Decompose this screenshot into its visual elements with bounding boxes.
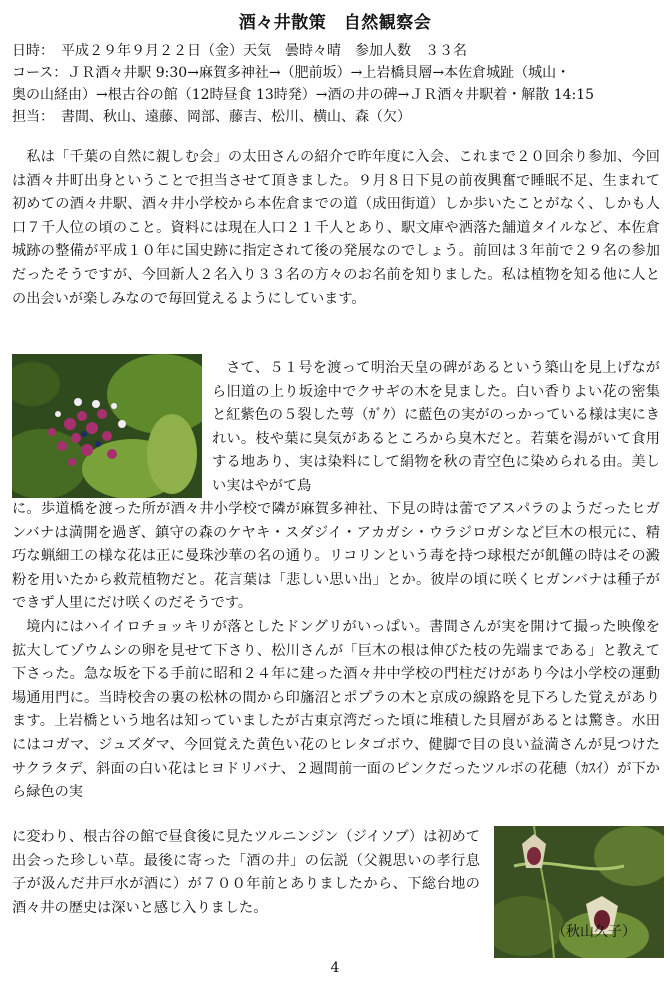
paragraph-2-part-1: さて、５１号を渡って明治天皇の碑があるという築山を見上げながら旧道の上り坂途中でクサギの木を見ました。白い香りよい花の密集と紅紫色の５裂した萼（ｶﾞｸ）に藍色の実がのっかっている様は実にきれい。枝や葉に臭気があるところから臭木だと。若葉を湯がいて食用する地あり、実は染料にして絹物を秋の青空色に染められる由。美しい実はやがて鳥 [212, 360, 660, 494]
paragraph-3-part-2: に変わり、根古谷の館で昼食後に見たツルニンジン（ジイソブ）は初めて出会った珍しい草。最後に寄った「酒の井」の伝説（父親思いの孝行息子が汲んだ井戸水が酒に）が７００年前とありましたから、下総台地の酒々井の歴史は深いと感じ入りました。 [12, 829, 480, 916]
course-line-2: 奥の山経由）→根古谷の館（12時昼食 13時発）→酒の井の碑→ＪＲ酒々井駅着・解散 14:15 [12, 87, 595, 103]
paragraph-3-wrap-block [12, 826, 480, 920]
course-line-1: コース：ＪＲ酒々井駅 9:30→麻賀多神社→（肥前坂）→上岩橋貝層→本佐倉城趾（城山・ [12, 65, 571, 81]
paragraph-1: 私は「千葉の自然に親しむ会」の太田さんの紹介で昨年度に入会、これまで２０回余り参加、今回は酒々井町出身ということで担当させて頂きました。９月８日下見の前夜興奮で睡眠不足、生まれて初めての酒々井駅、酒々井小学校から本佐倉までの道（成田街道）しか歩いたことがなく、しかも人口７千人位の頃のこと。資料には現在人口２１千人とあり、駅文庫や洒落た舗道タイルなど、本佐倉城跡の整備が平成１０年に国史跡に指定されて後の発展なのでしょう。前回は３年前で２９名の参加だったそうですが、今回新人２名入り３３名の方々のお名前を知りました。私は植物を知る他に人との出会いが楽しみなので毎回覚えるようにしています。 [12, 149, 660, 307]
paragraph-2-3-block [12, 498, 660, 805]
kusagi-photo-svg [12, 354, 202, 498]
staff-line: 担当： 書間、秋山、遠藤、岡部、藤吉、松川、横山、森（欠） [12, 109, 411, 125]
paragraph-2-wrap-block [212, 357, 660, 499]
paragraph-1-block [12, 146, 660, 311]
date-line: 日時： 平成２９年９月２２日（金）天気 曇時々晴 参加人数 ３３名 [12, 43, 467, 59]
page-number: 4 [330, 960, 340, 976]
paragraph-3-part-1: 境内にはハイイロチョッキリが落としたドングリがいっぱい。書間さんが実を開けて撮った映像を拡大してゾウムシの卵を見せて下さり、松川さんが「巨木の根は伸びた枝の先端まである」と教えて下さった。急な坂を下る手前に昭和２４年に建った酒々井中学校の門柱だけがあり今は小学校の運動場通用門に。当時校舎の裏の松林の間から印旛沼とポプラの木と京成の線路を見下ろした覚えがあります。上岩橋という地名は知っていましたが古東京湾だった頃に堆積した貝層があるとは驚き。水田にはコガマ、ジュズダマ、今回覚えた黄色い花のヒレタゴボウ、健脚で目の良い益満さんが見つけたサクラタデ、斜面の白い花はヒヨドリバナ、２週間前一面のピンクだったツルボの花穂（ｶｽｲ）が下から緑色の実 [12, 618, 660, 801]
author-signature: （秋山久子） [552, 924, 636, 940]
page-title: 酒々井散策 自然観察会 [238, 13, 432, 33]
kusagi-flower-photo [12, 354, 202, 498]
paragraph-2-part-2: に。歩道橋を渡った所が酒々井小学校で隣が麻賀多神社、下見の時は蕾でアスパラのようだったヒガンバナは満開を過ぎ、鎮守の森のケヤキ・スダジイ・アカガシ・ウラジロガシなど巨木の根元に、精巧な蝋細工の様な花は正に曼珠沙華の名の通り。リコリンという毒を持つ球根だが飢饉の時はその澱粉を用いたから救荒植物だと。花言葉は「悲しい思い出」とか。彼岸の頃に咲くヒガンバナは種子ができず人里にだけ咲くのだそうです。 [12, 501, 660, 612]
